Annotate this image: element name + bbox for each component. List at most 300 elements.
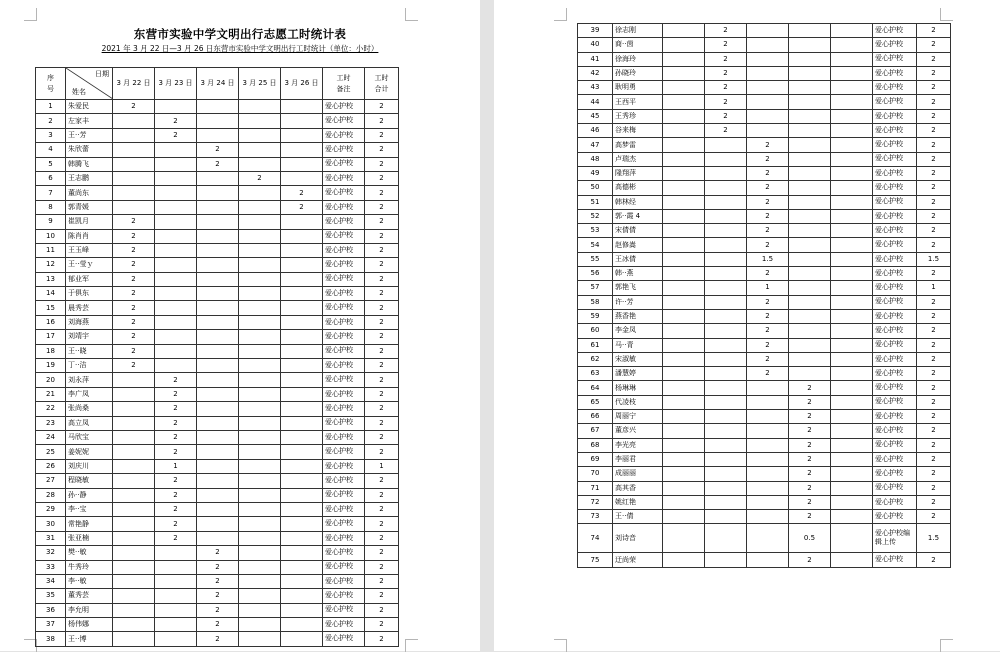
cell-seq: 45 [578, 109, 613, 123]
cell-total: 2 [917, 138, 951, 152]
cell-mar22 [113, 186, 155, 200]
cell-total: 2 [365, 344, 399, 358]
cell-note: 爱心护校 [323, 258, 365, 272]
cell-mar25 [239, 387, 281, 401]
cell-mar26 [281, 344, 323, 358]
cell-mar26 [281, 373, 323, 387]
cell-mar24 [747, 510, 789, 524]
cell-mar25 [239, 603, 281, 617]
cell-mar22 [663, 495, 705, 509]
cell-mar26 [831, 281, 873, 295]
cell-mar24: 2 [197, 618, 239, 632]
cell-mar25 [789, 24, 831, 38]
cell-seq: 75 [578, 553, 613, 567]
table-row [578, 138, 951, 152]
cell-total: 2 [365, 445, 399, 459]
cell-mar23 [155, 287, 197, 301]
cell-mar26 [831, 95, 873, 109]
cell-seq: 51 [578, 195, 613, 209]
cell-mar25 [239, 560, 281, 574]
cell-mar24: 2 [197, 143, 239, 157]
cell-mar24 [197, 344, 239, 358]
cell-mar26 [281, 272, 323, 286]
cell-total: 2 [917, 324, 951, 338]
cell-total: 2 [365, 430, 399, 444]
cell-note: 爱心护校 [323, 574, 365, 588]
cell-mar23 [705, 481, 747, 495]
cell-total: 2 [365, 258, 399, 272]
cell-total: 2 [365, 171, 399, 185]
table-row [578, 524, 951, 553]
cell-mar26 [281, 488, 323, 502]
cell-seq: 26 [36, 459, 66, 473]
cell-name: 王··晓 [66, 344, 113, 358]
header-note-label: 工时备注 [336, 74, 351, 93]
cell-mar22 [663, 295, 705, 309]
cell-mar22 [113, 488, 155, 502]
table-row [578, 124, 951, 138]
cell-mar23 [705, 438, 747, 452]
cell-total: 2 [365, 402, 399, 416]
cell-mar26 [281, 459, 323, 473]
cell-mar26 [831, 481, 873, 495]
cell-name: 刘永萍 [66, 373, 113, 387]
cell-note: 爱心护校 [873, 352, 917, 366]
cell-mar25 [239, 416, 281, 430]
cell-mar25 [239, 632, 281, 646]
cell-seq: 1 [36, 100, 66, 114]
cell-mar26 [831, 66, 873, 80]
cell-mar22 [663, 66, 705, 80]
cell-total: 2 [917, 81, 951, 95]
cell-mar24 [197, 488, 239, 502]
cell-mar22: 2 [113, 100, 155, 114]
cell-seq: 50 [578, 181, 613, 195]
cell-total: 2 [917, 295, 951, 309]
cell-name: 孙··静 [66, 488, 113, 502]
cell-mar23 [705, 195, 747, 209]
cell-mar25 [789, 181, 831, 195]
cell-mar24 [747, 467, 789, 481]
cell-note: 爱心护校 [873, 166, 917, 180]
cell-mar24 [197, 387, 239, 401]
cell-mar24: 2 [197, 560, 239, 574]
cell-mar23 [705, 367, 747, 381]
cell-mar25 [239, 186, 281, 200]
cell-mar24 [747, 452, 789, 466]
table-row [36, 100, 399, 114]
table-row [36, 416, 399, 430]
cell-total: 2 [365, 128, 399, 142]
cell-mar24 [747, 424, 789, 438]
table-row [578, 181, 951, 195]
header-total-label: 工时合计 [374, 74, 389, 93]
cell-seq: 21 [36, 387, 66, 401]
cell-mar26 [831, 338, 873, 352]
cell-mar23 [155, 100, 197, 114]
cell-mar26: 2 [281, 200, 323, 214]
cell-mar23 [705, 410, 747, 424]
cell-total: 2 [917, 52, 951, 66]
cell-total: 2 [917, 338, 951, 352]
cell-mar24 [197, 171, 239, 185]
cell-mar23 [705, 309, 747, 323]
cell-name: 王··倩 [613, 510, 663, 524]
cell-seq: 38 [36, 632, 66, 646]
cell-seq: 34 [36, 574, 66, 588]
cell-mar22 [663, 81, 705, 95]
cell-total: 2 [917, 510, 951, 524]
cell-mar26 [281, 416, 323, 430]
cell-mar23 [705, 395, 747, 409]
cell-mar22 [113, 387, 155, 401]
cell-mar22 [663, 367, 705, 381]
cell-mar26 [831, 109, 873, 123]
cell-seq: 19 [36, 359, 66, 373]
cell-seq: 20 [36, 373, 66, 387]
cell-name: 高其香 [613, 481, 663, 495]
cell-total: 2 [917, 224, 951, 238]
cell-name: 高德彬 [613, 181, 663, 195]
cell-seq: 70 [578, 467, 613, 481]
cell-note: 爱心护校 [873, 467, 917, 481]
cell-mar24 [747, 66, 789, 80]
cell-mar24 [747, 24, 789, 38]
cell-mar26 [281, 215, 323, 229]
cell-mar26 [831, 252, 873, 266]
cell-mar25 [239, 287, 281, 301]
cell-total: 2 [917, 452, 951, 466]
cell-mar24: 2 [197, 632, 239, 646]
cell-total: 2 [365, 632, 399, 646]
cell-mar23 [155, 200, 197, 214]
cell-seq: 10 [36, 229, 66, 243]
cell-mar26 [831, 152, 873, 166]
cell-mar22 [663, 109, 705, 123]
cell-mar23 [705, 324, 747, 338]
cell-mar23 [155, 315, 197, 329]
cell-mar24: 2 [197, 157, 239, 171]
table-row [578, 209, 951, 223]
cell-mar24 [197, 272, 239, 286]
cell-mar23: 2 [155, 488, 197, 502]
header-date-label: 日期 [95, 70, 109, 78]
table-row [36, 186, 399, 200]
cell-note: 爱心护校 [873, 553, 917, 567]
cell-total: 2 [917, 24, 951, 38]
cell-mar22 [663, 281, 705, 295]
cell-seq: 37 [36, 618, 66, 632]
cell-mar26 [831, 181, 873, 195]
cell-name: 王··芳 [66, 128, 113, 142]
cell-total: 2 [917, 424, 951, 438]
cell-mar24: 1 [747, 281, 789, 295]
cell-mar23: 2 [155, 416, 197, 430]
cell-mar22 [113, 603, 155, 617]
cell-mar26 [281, 560, 323, 574]
cell-total: 2 [917, 95, 951, 109]
cell-note: 爱心护校 [873, 338, 917, 352]
cell-total: 2 [917, 481, 951, 495]
cell-name: 代凌枝 [613, 395, 663, 409]
cell-mar26 [831, 224, 873, 238]
cell-mar24 [747, 495, 789, 509]
header-diagonal-cell [66, 68, 113, 100]
cell-mar23 [155, 574, 197, 588]
cell-total: 2 [365, 287, 399, 301]
table-row [578, 338, 951, 352]
cell-mar25 [789, 152, 831, 166]
cell-mar25 [789, 209, 831, 223]
table-row [36, 531, 399, 545]
cell-seq: 64 [578, 381, 613, 395]
cell-mar25 [789, 367, 831, 381]
table-row [578, 195, 951, 209]
cell-mar25 [789, 38, 831, 52]
table-row [578, 152, 951, 166]
cell-mar25 [789, 295, 831, 309]
table-row [36, 330, 399, 344]
cell-mar22 [663, 24, 705, 38]
cell-mar24: 1.5 [747, 252, 789, 266]
cell-mar23 [155, 215, 197, 229]
cell-mar22 [663, 410, 705, 424]
table-row [578, 424, 951, 438]
cell-seq: 73 [578, 510, 613, 524]
cell-note: 爱心护校 [873, 195, 917, 209]
page-corner-mark [554, 8, 567, 21]
cell-mar25 [239, 445, 281, 459]
cell-total: 2 [365, 359, 399, 373]
cell-mar24 [197, 100, 239, 114]
table-row [578, 352, 951, 366]
cell-mar23: 2 [155, 387, 197, 401]
cell-total: 2 [365, 589, 399, 603]
cell-total: 2 [917, 352, 951, 366]
cell-mar22 [113, 171, 155, 185]
cell-note: 爱心护校 [873, 410, 917, 424]
cell-mar22 [663, 38, 705, 52]
cell-seq: 55 [578, 252, 613, 266]
cell-mar24 [197, 186, 239, 200]
table-row [36, 546, 399, 560]
cell-mar23: 2 [705, 95, 747, 109]
cell-mar23 [155, 359, 197, 373]
cell-seq: 32 [36, 546, 66, 560]
cell-total: 2 [917, 495, 951, 509]
cell-name: 刘诗音 [613, 524, 663, 553]
table-row [578, 510, 951, 524]
cell-seq: 44 [578, 95, 613, 109]
cell-mar25 [789, 138, 831, 152]
cell-note: 爱心护校 [323, 171, 365, 185]
cell-mar23: 2 [155, 402, 197, 416]
cell-mar26 [281, 502, 323, 516]
cell-seq: 2 [36, 114, 66, 128]
cell-note: 爱心护校 [873, 224, 917, 238]
cell-mar23: 2 [705, 124, 747, 138]
cell-mar22 [113, 430, 155, 444]
cell-note: 爱心护校 [873, 267, 917, 281]
cell-note: 爱心护校 [873, 152, 917, 166]
cell-mar26 [831, 524, 873, 553]
cell-name: 朱欣蕾 [66, 143, 113, 157]
cell-note: 爱心护校 [873, 495, 917, 509]
cell-name: 樊··敏 [66, 546, 113, 560]
cell-mar26 [281, 589, 323, 603]
cell-seq: 59 [578, 309, 613, 323]
cell-mar26 [831, 209, 873, 223]
cell-seq: 12 [36, 258, 66, 272]
header-date-1: 3 月 22 日 [113, 68, 155, 100]
cell-mar23 [705, 338, 747, 352]
cell-note: 爱心护校 [873, 395, 917, 409]
cell-mar24 [747, 410, 789, 424]
cell-mar22 [663, 452, 705, 466]
cell-seq: 68 [578, 438, 613, 452]
cell-mar23 [705, 224, 747, 238]
cell-mar25 [239, 157, 281, 171]
cell-seq: 8 [36, 200, 66, 214]
cell-total: 2 [365, 560, 399, 574]
cell-mar23: 2 [705, 81, 747, 95]
cell-mar23 [705, 381, 747, 395]
cell-mar22 [113, 560, 155, 574]
cell-seq: 11 [36, 243, 66, 257]
cell-mar22 [113, 474, 155, 488]
cell-mar26 [281, 258, 323, 272]
cell-name: 郁业军 [66, 272, 113, 286]
cell-note: 爱心护校 [873, 24, 917, 38]
cell-mar26 [831, 195, 873, 209]
cell-mar26 [831, 553, 873, 567]
table-row [36, 430, 399, 444]
cell-mar25 [239, 359, 281, 373]
cell-total: 1 [917, 281, 951, 295]
cell-mar23 [705, 166, 747, 180]
cell-mar26 [831, 510, 873, 524]
cell-seq: 52 [578, 209, 613, 223]
cell-mar22 [113, 157, 155, 171]
cell-note: 爱心护校 [873, 367, 917, 381]
cell-mar24: 2 [747, 267, 789, 281]
cell-note: 爱心护校 [873, 481, 917, 495]
cell-mar25: 2 [789, 553, 831, 567]
cell-mar24 [747, 52, 789, 66]
cell-name: 耿明勇 [613, 81, 663, 95]
cell-name: 李光亮 [613, 438, 663, 452]
cell-mar23: 2 [155, 445, 197, 459]
cell-mar26 [831, 267, 873, 281]
cell-mar23 [705, 209, 747, 223]
cell-note: 爱心护校 [873, 424, 917, 438]
cell-mar22: 2 [113, 359, 155, 373]
cell-mar22: 2 [113, 243, 155, 257]
cell-mar26 [831, 352, 873, 366]
cell-total: 1 [365, 459, 399, 473]
cell-mar25 [239, 430, 281, 444]
cell-mar23: 2 [155, 430, 197, 444]
cell-name: 王··莹ｙ [66, 258, 113, 272]
cell-name: 于俱东 [66, 287, 113, 301]
cell-name: 李··敏 [66, 574, 113, 588]
cell-mar23 [705, 495, 747, 509]
cell-mar24 [197, 229, 239, 243]
cell-mar26 [281, 445, 323, 459]
cell-mar24 [197, 402, 239, 416]
cell-mar22 [663, 338, 705, 352]
cell-mar26 [281, 157, 323, 171]
cell-mar23 [155, 157, 197, 171]
cell-mar24 [197, 445, 239, 459]
cell-note: 爱心护校 [323, 301, 365, 315]
cell-note: 爱心护校 [873, 66, 917, 80]
cell-total: 2 [365, 330, 399, 344]
cell-mar24 [197, 459, 239, 473]
table-body-page-2 [578, 24, 951, 568]
cell-mar26: 2 [281, 186, 323, 200]
table-row [36, 128, 399, 142]
cell-seq: 36 [36, 603, 66, 617]
cell-note: 爱心护校 [323, 186, 365, 200]
cell-name: 董秀芸 [66, 589, 113, 603]
cell-total: 2 [365, 574, 399, 588]
cell-mar25 [239, 128, 281, 142]
cell-mar26 [281, 402, 323, 416]
header-date-3: 3 月 24 日 [197, 68, 239, 100]
cell-mar26 [281, 128, 323, 142]
cell-mar22 [663, 524, 705, 553]
cell-note: 爱心护校 [323, 502, 365, 516]
cell-mar24: 2 [747, 166, 789, 180]
cell-name: 晨秀芸 [66, 301, 113, 315]
cell-mar25: 2 [789, 395, 831, 409]
cell-name: 李··宝 [66, 502, 113, 516]
cell-total: 2 [917, 367, 951, 381]
cell-mar22 [663, 467, 705, 481]
header-date-5: 3 月 26 日 [281, 68, 323, 100]
cell-total: 2 [917, 410, 951, 424]
cell-mar24: 2 [197, 574, 239, 588]
cell-mar22 [113, 618, 155, 632]
cell-mar22: 2 [113, 272, 155, 286]
cell-mar25 [789, 109, 831, 123]
cell-name: 董尚东 [66, 186, 113, 200]
cell-mar24 [747, 95, 789, 109]
cell-mar24 [197, 474, 239, 488]
cell-mar22 [113, 114, 155, 128]
cell-mar22 [663, 553, 705, 567]
cell-note: 爱心护校 [323, 474, 365, 488]
cell-name: 张亚楠 [66, 531, 113, 545]
cell-total: 2 [917, 553, 951, 567]
cell-name: 徐志刚 [613, 24, 663, 38]
table-row [578, 367, 951, 381]
cell-mar25 [239, 330, 281, 344]
cell-total: 2 [365, 186, 399, 200]
cell-name: 周丽宁 [613, 410, 663, 424]
cell-seq: 47 [578, 138, 613, 152]
cell-mar23: 2 [155, 373, 197, 387]
cell-note: 爱心护校 [323, 344, 365, 358]
cell-name: 董彦兴 [613, 424, 663, 438]
cell-note: 爱心护校 [873, 138, 917, 152]
cell-mar25 [789, 267, 831, 281]
cell-note: 爱心护校 [873, 52, 917, 66]
cell-name: 卢瑞杰 [613, 152, 663, 166]
cell-mar23 [705, 424, 747, 438]
cell-mar22 [663, 395, 705, 409]
